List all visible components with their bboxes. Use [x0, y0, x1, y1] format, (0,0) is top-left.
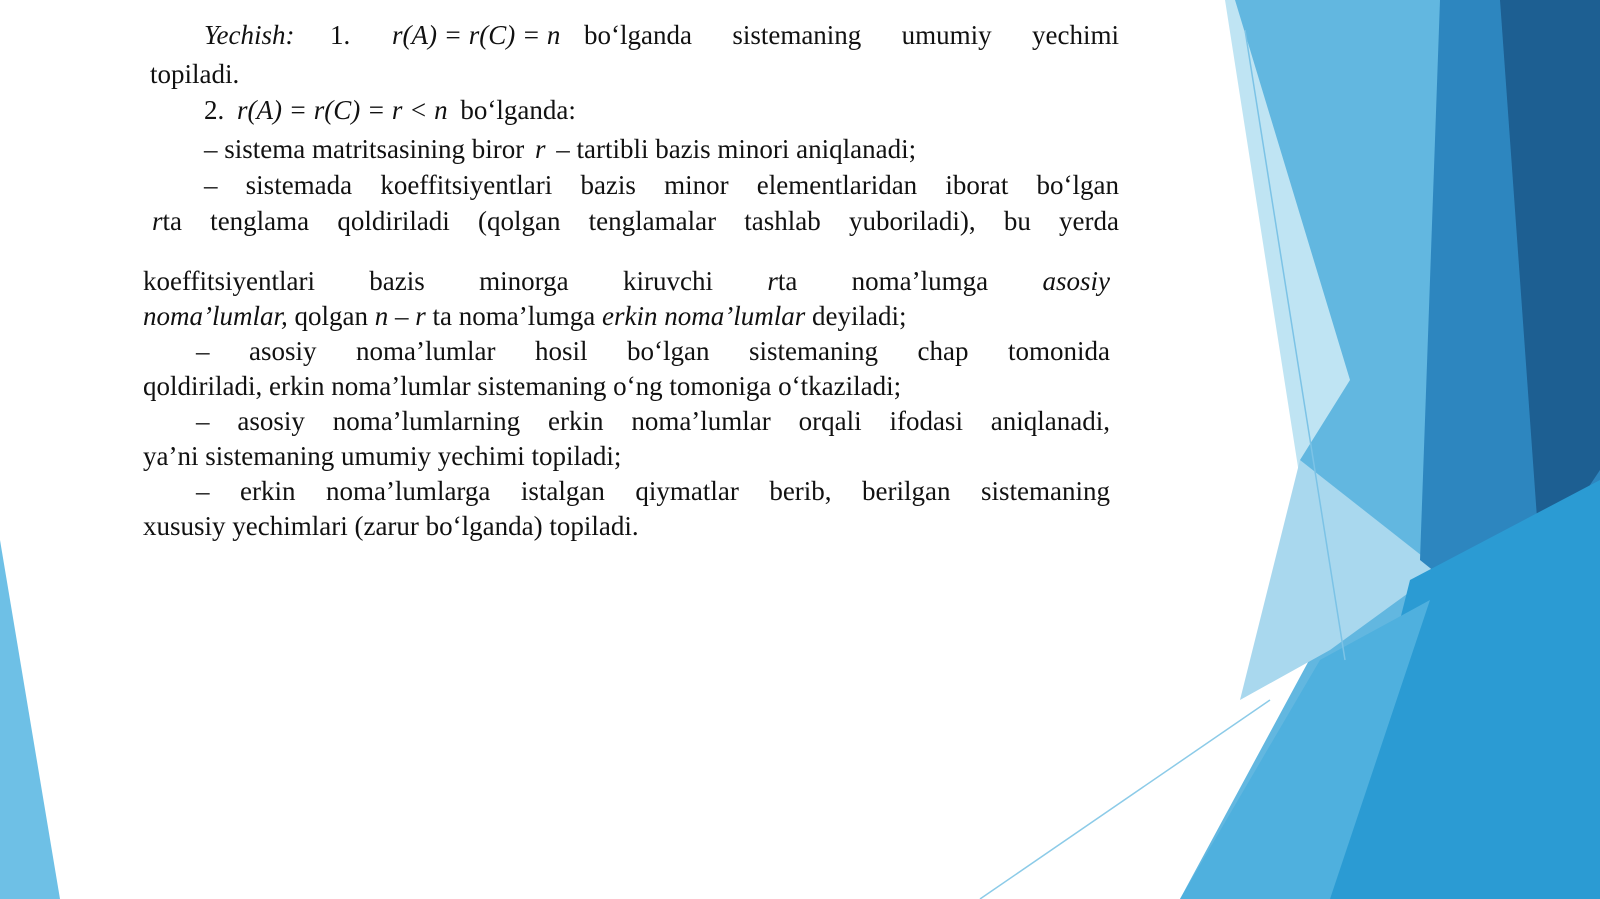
text-line-4 [204, 132, 916, 166]
text-line-11 [196, 404, 1110, 438]
line-7-text-b: ta noma’lumga [777, 266, 989, 296]
step-number-1: 1. [330, 20, 351, 50]
text-line-7 [143, 264, 1110, 298]
line-11-text: – asosiy noma’lumlarning erkin noma’lumlar orqali ifodasi aniqlanadi, [196, 406, 1110, 436]
line-12-text: ya’ni sistemaning umumiy yechimi topiladi; [143, 441, 622, 471]
line-2-text: topiladi. [150, 59, 240, 89]
term-basic-unknowns: asosiy [1042, 266, 1111, 296]
line-6-text: ta tenglama qoldiriladi (qolgan tenglamalar tashlab yuboriladi), bu yerda [162, 206, 1119, 236]
step-number-2: 2. [204, 95, 225, 125]
formula-rank-less-n: r(A) = r(C) = r < n [237, 95, 448, 125]
text-line-13 [196, 474, 1110, 508]
text-line-14 [143, 509, 639, 543]
text-line-9 [196, 334, 1110, 368]
deco-left-strip [0, 540, 60, 899]
line-4-text-b: – tartibli bazis minori aniqlanadi; [556, 134, 917, 164]
line-9-text: – asosiy noma’lumlar hosil bo‘lgan sistemaning chap tomonida [196, 336, 1110, 366]
text-line-8 [143, 299, 906, 333]
text-line-5 [204, 168, 1119, 202]
line-13-text: – erkin noma’lumlarga istalgan qiymatlar berib, berilgan sistemaning [196, 476, 1110, 506]
line-4-text-a: – sistema matritsasining biror [204, 134, 525, 164]
line-3-text: bo‘lganda: [460, 95, 576, 125]
text-line-6 [152, 204, 1119, 238]
line-14-text: xususiy yechimlari (zarur bo‘lganda) topiladi. [143, 511, 639, 541]
line-5-text: – sistemada koeffitsiyentlari bazis minor elementlaridan iborat bo‘lgan [204, 170, 1119, 200]
variable-r: r [152, 206, 163, 236]
formula-n-minus-r: n – r [374, 301, 426, 331]
text-line-2 [150, 57, 239, 91]
term-free-unknowns: erkin noma’lumlar [601, 301, 806, 331]
variable-r: r [534, 134, 546, 164]
text-line-12 [143, 439, 621, 473]
line-10-text: qoldiriladi, erkin noma’lumlar sistemaning o‘ng tomoniga o‘tkaziladi; [143, 371, 902, 401]
term-basic-unknowns-cont: noma’lumlar, [143, 301, 288, 331]
solution-label: Yechish: [204, 20, 295, 50]
line-8-text-b: qolgan [294, 301, 369, 331]
formula-rank-equal-n: r(A) = r(C) = n [392, 20, 561, 50]
text-line-3 [204, 93, 576, 127]
line-8-text-c: ta noma’lumga [432, 301, 596, 331]
variable-r: r [767, 266, 778, 296]
text-line-10 [143, 369, 901, 403]
line-1-text: bo‘lganda sistemaning umumiy yechimi [584, 20, 1119, 50]
line-7-text-a: koeffitsiyentlari bazis minorga kiruvchi [143, 266, 713, 296]
line-8-text-e: deyiladi; [811, 301, 907, 331]
